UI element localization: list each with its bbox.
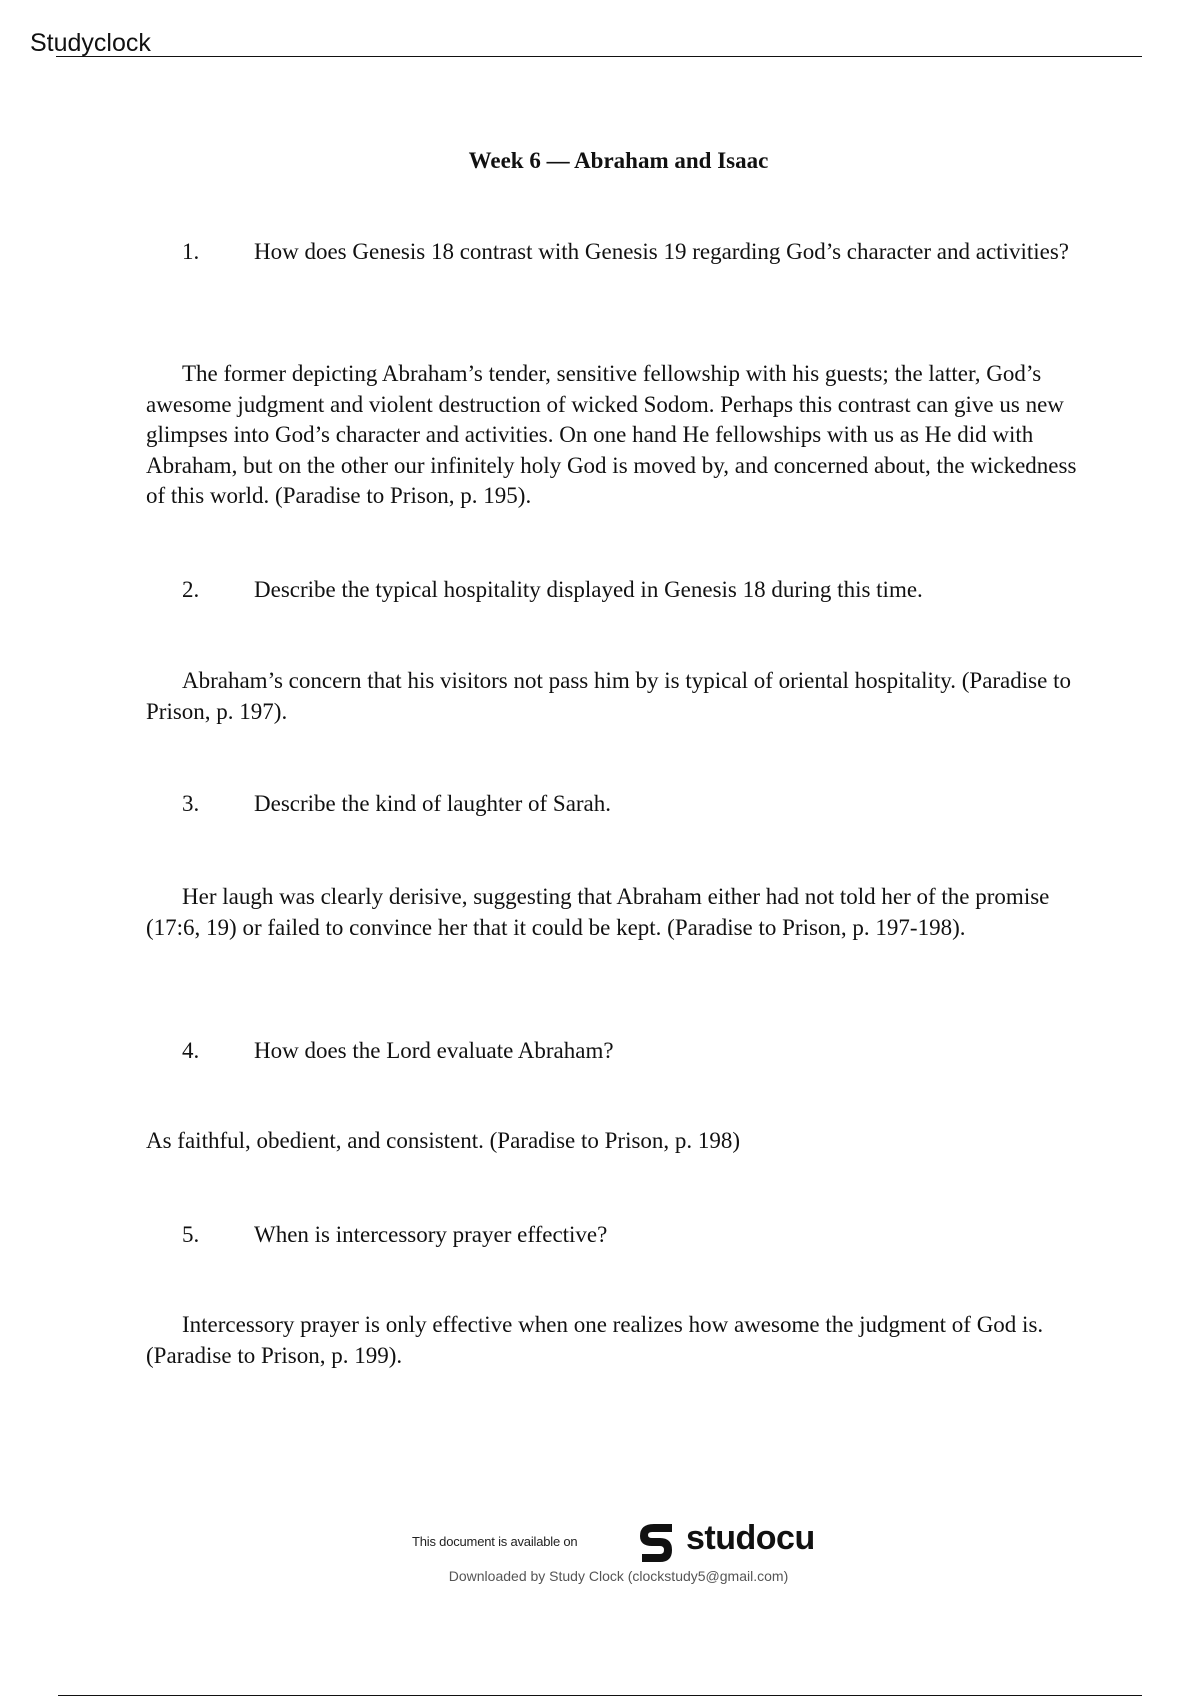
question-text: When is intercessory prayer effective? — [254, 1222, 608, 1247]
page-footer — [0, 1510, 1200, 1620]
page-header — [30, 28, 1142, 58]
question-1 — [182, 238, 1082, 266]
footer-download-text: Downloaded by Study Clock (clockstudy5@gmail.com) — [448, 1568, 789, 1584]
question-text: Describe the kind of laughter of Sarah. — [254, 791, 612, 816]
question-text: How does the Lord evaluate Abraham? — [254, 1038, 614, 1063]
answer-5: Intercessory prayer is only effective when one realizes how awesome the judgment of God is. (Paradise to Prison, p. 199). — [146, 1312, 1044, 1368]
question-number: 1. — [182, 239, 200, 264]
question-3 — [182, 790, 1082, 818]
question-5 — [182, 1221, 1082, 1249]
header-brand: Studyclock — [30, 29, 151, 57]
footer-brand[interactable]: studocu — [686, 1519, 815, 1557]
footer-availability-text: This document is available on — [412, 1534, 578, 1549]
question-number: 4. — [182, 1038, 200, 1063]
question-4 — [182, 1037, 1082, 1065]
answer-3: Her laugh was clearly derisive, suggesting that Abraham either had not told her of the promise (17:6, 19) or failed to convince her that it could be kept. (Paradise to Prison, p. 197-198). — [146, 884, 1050, 940]
answer-1: The former depicting Abraham’s tender, sensitive fellowship with his guests; the latter, God’s awesome judgment and violent destruction of wicked Sodom. Perhaps this contrast can give us new glimpses into God’s character and activities. On one hand He fellowships with us as He did with Abraham, but on the other our infinitely holy God is moved by, and concerned about, the wickedness of this world. (Paradise to Prison, p. 195). — [146, 361, 1077, 508]
studocu-logo-icon[interactable] — [632, 1516, 680, 1568]
question-number: 3. — [182, 791, 200, 816]
document-title: Week 6 — Abraham and Isaac — [468, 148, 769, 173]
question-text: How does Genesis 18 contrast with Genesis 19 regarding God’s character and activities? — [254, 239, 1069, 264]
question-2 — [182, 576, 1082, 604]
header-divider — [56, 56, 1142, 57]
question-number: 5. — [182, 1222, 200, 1247]
question-number: 2. — [182, 577, 200, 602]
answer-2: Abraham’s concern that his visitors not pass him by is typical of oriental hospitality. (Paradise to Prison, p. 197). — [146, 668, 1071, 724]
answer-4: As faithful, obedient, and consistent. (Paradise to Prison, p. 198) — [146, 1128, 741, 1153]
bottom-divider — [58, 1695, 1142, 1696]
question-text: Describe the typical hospitality displayed in Genesis 18 during this time. — [254, 577, 923, 602]
